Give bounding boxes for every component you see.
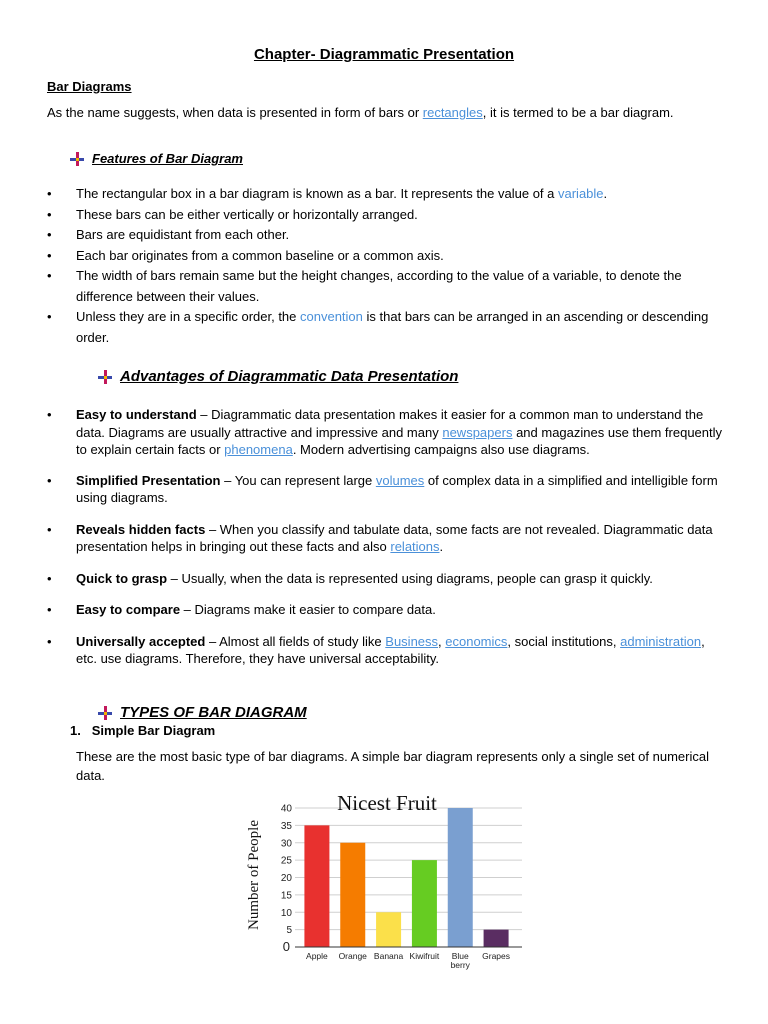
link-administration[interactable]: administration: [620, 633, 702, 649]
chart-xtick-label: Kiwifruit: [409, 951, 440, 961]
list-item-text: – Almost all fields of study like: [205, 633, 386, 649]
type-1-title: Simple Bar Diagram: [91, 723, 216, 738]
plus-bullet-icon: [98, 370, 112, 384]
list-item: [47, 472, 727, 507]
chart-xtick-label: Orange: [338, 951, 367, 961]
list-item-text: – When you classify and tabulate data, some facts are not revealed. Diagrammatic data presentation helps in bringing out these facts and also: [76, 521, 713, 554]
chart-ytick-label: 40: [280, 803, 292, 815]
list-item-text: – You can represent large: [220, 472, 376, 488]
advantages-heading: [98, 368, 458, 385]
plus-bullet-icon: [98, 706, 112, 720]
link-volumes[interactable]: volumes: [375, 472, 425, 488]
nicest-fruit-chart: [240, 785, 530, 980]
list-item: [47, 633, 727, 668]
link-phenomena[interactable]: phenomena: [224, 442, 293, 457]
chart-ytick-labels: [281, 804, 293, 955]
chart-bar: [304, 825, 329, 947]
link-variable[interactable]: variable: [558, 186, 604, 201]
type-1-heading: [70, 723, 215, 738]
link-rectangles[interactable]: rectangles: [422, 105, 483, 120]
list-item-term: Reveals hidden facts: [76, 521, 206, 537]
list-item-text: – Diagrams make it easier to compare data.: [180, 602, 436, 617]
chart-xtick-label: Apple: [306, 951, 328, 961]
plus-bullet-icon: [70, 152, 84, 166]
intro-text-before: As the name suggests, when data is presented in form of bars or: [47, 105, 423, 120]
types-heading-text: TYPES OF BAR DIAGRAM: [120, 704, 307, 721]
list-item-term: Universally accepted: [76, 633, 206, 649]
list-item-text: , etc. use diagrams. Therefore, they have universal acceptability.: [76, 633, 705, 666]
list-item: [47, 184, 727, 205]
chart-ylabel: Number of People: [246, 820, 262, 930]
chart-bar: [484, 930, 509, 947]
list-item-text: The rectangular box in a bar diagram is known as a bar. It represents the value of a: [76, 186, 558, 201]
chart-xtick-labels: [306, 951, 510, 970]
list-item-text: .: [439, 539, 444, 554]
list-item-text: .: [603, 186, 608, 201]
list-item: [47, 246, 727, 267]
advantages-list: [47, 406, 727, 668]
chart-ytick-label: 20: [280, 873, 292, 884]
list-item-term: Simplified Presentation: [76, 472, 221, 488]
features-heading-text: Features of Bar Diagram: [92, 151, 243, 166]
list-item-term: Quick to grasp: [76, 570, 168, 586]
chart-bar: [412, 860, 437, 947]
list-item-text: These bars can be either vertically or horizontally arranged.: [76, 206, 418, 222]
intro-text-after: , it is termed to be a bar diagram.: [482, 105, 674, 120]
type-1-description: These are the most basic type of bar diagrams. A simple bar diagram represents only a single set of numerical data.: [76, 749, 709, 783]
chart-bar: [376, 912, 401, 947]
list-item: [47, 307, 727, 348]
chart-title: Nicest Fruit: [337, 791, 437, 815]
list-item-text: – Usually, when the data is represented using diagrams, people can grasp it quickly.: [167, 570, 653, 586]
list-item-text: , social institutions,: [507, 633, 621, 649]
list-item: [47, 601, 727, 619]
features-list: [47, 184, 727, 348]
link-business[interactable]: Business: [385, 633, 439, 649]
section-heading-bar-diagrams: Bar Diagrams: [47, 79, 132, 94]
chart-ytick-label: 15: [280, 890, 292, 902]
chart-ytick-label: 30: [280, 838, 292, 850]
chart-bar: [340, 843, 365, 947]
list-item-term: Easy to understand: [76, 407, 197, 422]
features-heading: [70, 151, 243, 166]
chart-ytick-label: 35: [280, 820, 292, 832]
list-item-term: Easy to compare: [76, 602, 181, 617]
types-heading: [98, 704, 307, 721]
list-item-text: is that bars can be arranged in an ascending or descending order.: [76, 309, 709, 345]
list-item-text: Each bar originates from a common baseline or a common axis.: [76, 247, 444, 263]
advantages-heading-text: Advantages of Diagrammatic Data Presentation: [120, 368, 459, 385]
list-item: [47, 570, 727, 588]
chart-ytick-label: 5: [286, 925, 292, 937]
list-item-text: Bars are equidistant from each other.: [76, 227, 290, 242]
type-1-number: 1.: [70, 723, 81, 738]
list-item-text: and magazines use them frequently to explain certain facts or: [76, 424, 723, 457]
chart-ytick-label: 0: [282, 939, 290, 954]
list-item-text: . Modern advertising campaigns also use diagrams.: [292, 442, 590, 457]
list-item: [47, 406, 727, 459]
list-item: [47, 521, 727, 556]
chart-ytick-label: 10: [280, 907, 292, 919]
list-item-text: ,: [438, 633, 446, 649]
chart-bar: [448, 808, 473, 947]
link-economics[interactable]: economics: [445, 633, 508, 649]
list-item-text: The width of bars remain same but the height changes, according to the value of a variable, to denote the difference between their values.: [76, 268, 682, 304]
list-item: [47, 205, 727, 226]
link-newspapers[interactable]: newspapers: [442, 424, 513, 440]
list-item-text: Unless they are in a specific order, the: [76, 309, 301, 324]
link-relations[interactable]: relations: [390, 539, 440, 554]
list-item-text: of complex data in a simplified and intelligible form using diagrams.: [76, 472, 718, 505]
page-title: Chapter- Diagrammatic Presentation: [253, 46, 515, 63]
chart-xtick-label: Banana: [373, 951, 404, 961]
chart-xtick-label: Grapes: [482, 951, 511, 961]
chart-xtick-label: Blue berry: [450, 951, 470, 970]
intro-paragraph: [47, 105, 737, 120]
list-item: [47, 266, 727, 307]
link-convention[interactable]: convention: [300, 309, 363, 324]
list-item: [47, 225, 727, 246]
list-item-text: – Diagrammatic data presentation makes it easier for a common man to understand the data. Diagrams are usually attractive and impressive and many: [76, 407, 704, 440]
chart-ytick-label: 25: [280, 855, 292, 867]
